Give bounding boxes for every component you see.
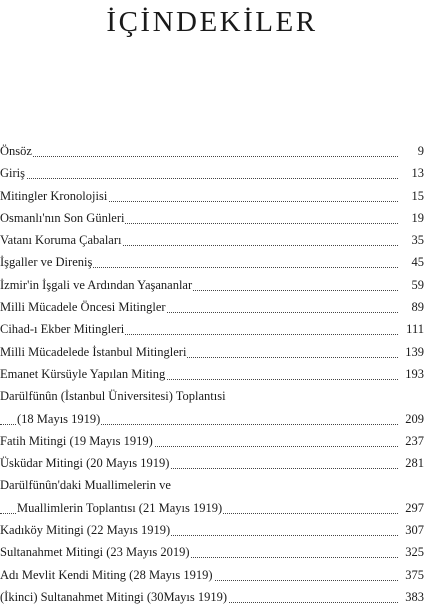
toc-page-number: 59 [402,274,424,296]
toc-entry [0,341,424,363]
toc-entry [0,586,424,608]
toc-page-number: 383 [402,586,424,608]
page-title: İÇİNDEKİLER [106,6,318,38]
toc-entry [0,452,424,474]
toc-page-number: 45 [402,251,424,273]
toc-entry [0,185,424,207]
toc-entry [0,363,424,385]
toc-page-number: 15 [402,185,424,207]
toc-page-number: 209 [402,408,424,430]
toc-entry-label: Üsküdar Mitingi (20 Mayıs 1919) [0,452,170,474]
toc-entry-label: Önsöz [0,140,33,162]
toc-entry-label: Emanet Kürsüyle Yapılan Miting [0,363,166,385]
toc-entry [0,474,424,519]
toc-page-number: 89 [402,296,424,318]
toc-entry-label: Darülfünûn (İstanbul Üniversitesi) Toplantısi [0,389,226,404]
toc-entry [0,430,424,452]
toc-entry [0,564,424,586]
toc-entry [0,207,424,229]
toc-entry-label: Darülfünûn'daki Muallimelerin ve [0,478,171,493]
toc-entry-label: Fatih Mitingi (19 Mayıs 1919) [0,430,154,452]
toc-entry [0,140,424,162]
toc-page-number: 375 [402,564,424,586]
toc-entry [0,318,424,340]
toc-entry-label: (İkinci) Sultanahmet Mitingi (30Mayıs 1919) [0,586,228,608]
toc-entry-label: Mitingler Kronolojisi [0,185,108,207]
toc-entry [0,296,424,318]
toc-entry [0,251,424,273]
toc-entry-label: Adı Mevlit Kendi Miting (28 Mayıs 1919) [0,564,214,586]
toc-page-number: 297 [402,497,424,519]
toc-entry-label: Cihad-ı Ekber Mitingleri [0,318,125,340]
toc-page-number: 139 [402,341,424,363]
toc-entry-label: İşgaller ve Direniş [0,251,93,273]
toc-entry-label: Vatanı Koruma Çabaları [0,229,122,251]
toc-entry [0,385,424,430]
toc-page-number: 307 [402,519,424,541]
toc-entry [0,541,424,563]
toc-entry [0,229,424,251]
toc-entry-label-continued: (18 Mayıs 1919) [17,408,101,430]
toc-list [0,140,424,608]
dot-leader [0,155,398,157]
toc-page-number: 13 [402,162,424,184]
toc-entry-label: Giriş [0,162,26,184]
toc-entry-label: Osmanlı'nın Son Günleri [0,207,125,229]
toc-entry [0,274,424,296]
toc-entry-label: Milli Mücadelede İstanbul Mitingleri [0,341,187,363]
toc-page-number: 9 [402,140,424,162]
toc-entry-label: Kadıköy Mitingi (22 Mayıs 1919) [0,519,171,541]
toc-page-number: 193 [402,363,424,385]
toc-entry [0,162,424,184]
toc-page-number: 281 [402,452,424,474]
toc-entry [0,519,424,541]
toc-page-number: 35 [402,229,424,251]
toc-page-number: 325 [402,541,424,563]
toc-page-number: 19 [402,207,424,229]
toc-entry-label-continued: Muallimlerin Toplantısı (21 Mayıs 1919) [17,497,223,519]
toc-entry-label: Milli Mücadele Öncesi Mitingler [0,296,167,318]
dot-leader [0,177,398,179]
toc-entry-label: İzmir'in İşgali ve Ardından Yaşananlar [0,274,193,296]
toc-entry-label: Sultanahmet Mitingi (23 Mayıs 2019) [0,541,191,563]
toc-page-number: 111 [402,318,424,340]
toc-page-number: 237 [402,430,424,452]
